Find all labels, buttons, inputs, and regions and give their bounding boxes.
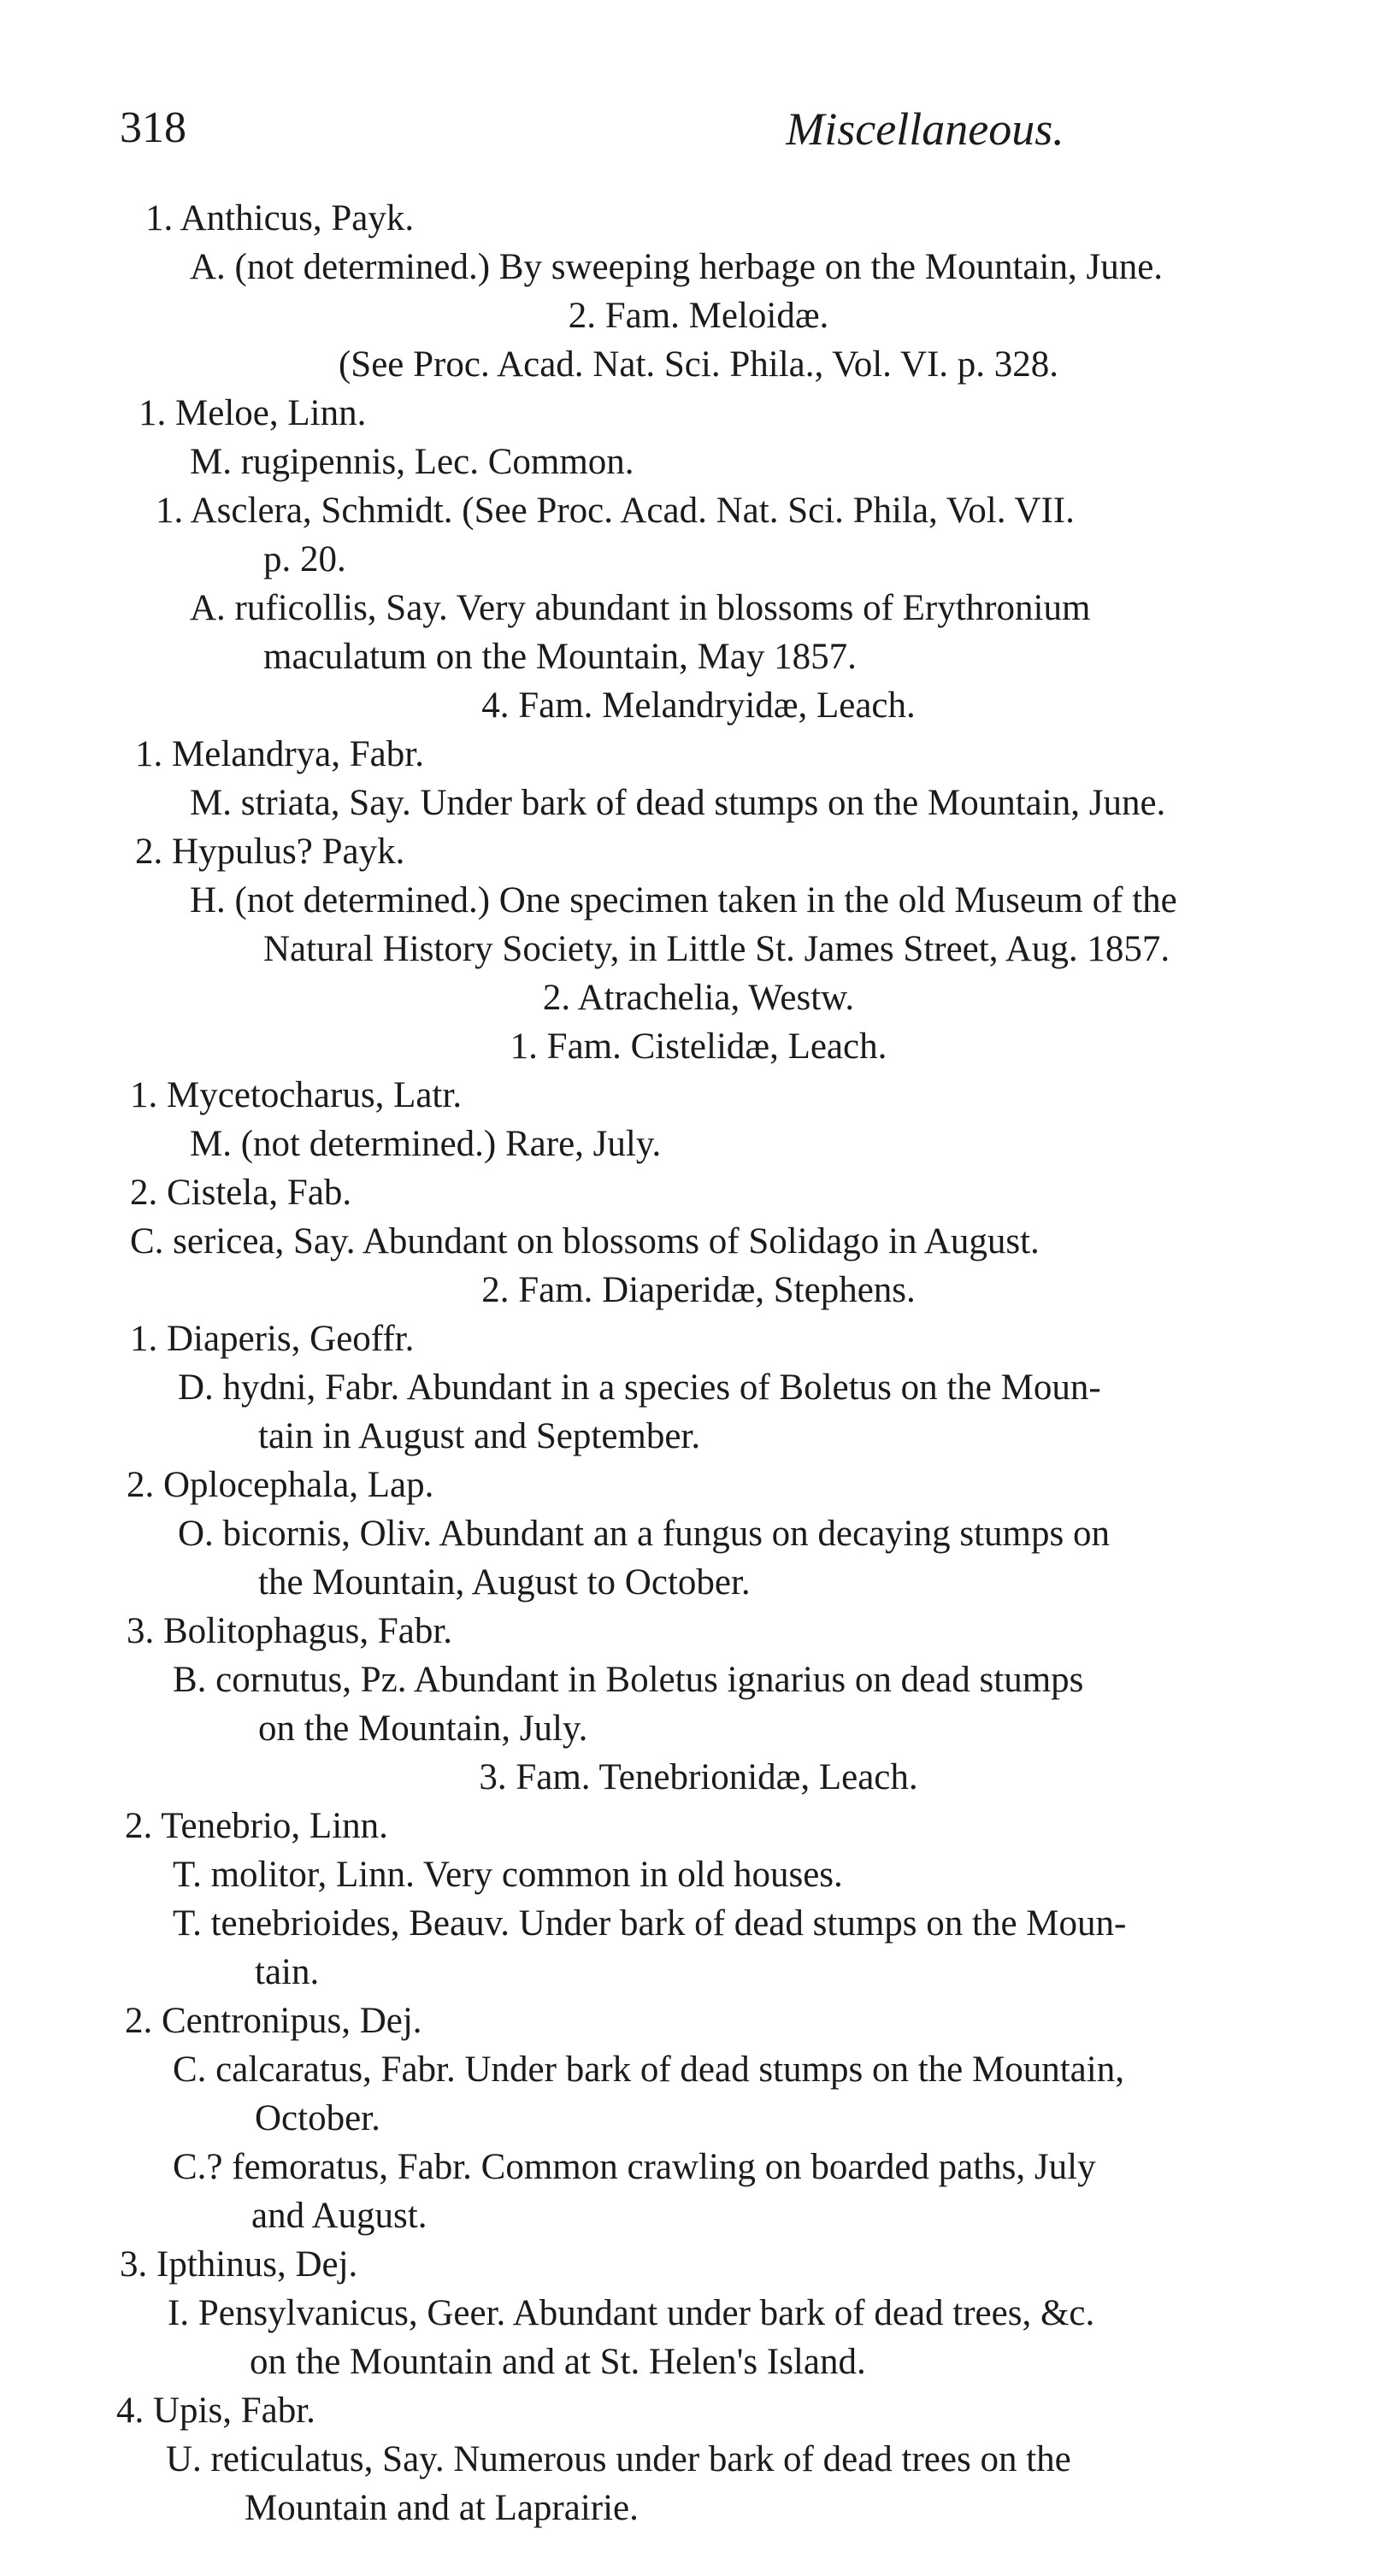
species-line: M. rugipennis, Lec. Common. — [190, 442, 634, 482]
genus-line: 2. Hypulus? Payk. — [135, 832, 405, 872]
continuation-line: the Mountain, August to October. — [258, 1562, 751, 1603]
species-line: U. reticulatus, Say. Numerous under bark of dead trees on the — [166, 2439, 1071, 2479]
species-line: C. sericea, Say. Abundant on blossoms of Solidago in August. — [130, 1221, 1040, 1262]
genus-line: 2. Tenebrio, Linn. — [125, 1806, 388, 1846]
family-heading: 2. Fam. Diaperidæ, Stephens. — [481, 1270, 916, 1310]
genus-line: 4. Upis, Fabr. — [116, 2391, 315, 2431]
species-line: M. (not determined.) Rare, July. — [190, 1124, 662, 1164]
species-line: C. calcaratus, Fabr. Under bark of dead stumps on the Mountain, — [173, 2050, 1124, 2090]
continuation-line: and August. — [251, 2196, 427, 2236]
genus-line: 1. Melandrya, Fabr. — [135, 734, 424, 774]
species-line: T. tenebrioides, Beauv. Under bark of dead stumps on the Moun- — [173, 1903, 1127, 1944]
reference-line: (See Proc. Acad. Nat. Sci. Phila., Vol. VI. p. 328. — [338, 344, 1059, 385]
genus-line: 1. Anthicus, Payk. — [145, 198, 415, 238]
species-line: H. (not determined.) One specimen taken in the old Museum of the — [190, 880, 1177, 920]
continuation-line: p. 20. — [263, 539, 346, 579]
continuation-line: on the Mountain, July. — [258, 1709, 588, 1749]
species-line: I. Pensylvanicus, Geer. Abundant under bark of dead trees, &c. — [168, 2293, 1095, 2333]
family-heading: 1. Fam. Cistelidæ, Leach. — [510, 1026, 887, 1067]
species-line: T. molitor, Linn. Very common in old houses. — [173, 1855, 843, 1895]
genus-line: 1. Asclera, Schmidt. (See Proc. Acad. Nat. Sci. Phila, Vol. VII. — [156, 491, 1075, 531]
species-line: B. cornutus, Pz. Abundant in Boletus ignarius on dead stumps — [173, 1660, 1084, 1700]
page-header — [120, 103, 1303, 162]
species-line: A. ruficollis, Say. Very abundant in blossoms of Erythronium — [190, 588, 1091, 628]
family-heading: 3. Fam. Tenebrionidæ, Leach. — [479, 1757, 918, 1797]
continuation-line: tain in August and September. — [258, 1416, 701, 1456]
species-line: A. (not determined.) By sweeping herbage on the Mountain, June. — [190, 247, 1164, 287]
continuation-line: on the Mountain and at St. Helen's Island. — [250, 2342, 866, 2382]
genus-line: 2. Cistela, Fab. — [130, 1173, 352, 1213]
genus-line: 3. Bolitophagus, Fabr. — [127, 1611, 453, 1651]
page-number: 318 — [120, 103, 186, 152]
species-line: D. hydni, Fabr. Abundant in a species of Boletus on the Moun- — [178, 1367, 1101, 1408]
subfamily-heading: 2. Atrachelia, Westw. — [542, 978, 855, 1018]
genus-line: 2. Oplocephala, Lap. — [127, 1465, 434, 1505]
continuation-line: Natural History Society, in Little St. James Street, Aug. 1857. — [263, 929, 1170, 969]
species-line: M. striata, Say. Under bark of dead stumps on the Mountain, June. — [190, 783, 1166, 823]
genus-line: 3. Ipthinus, Dej. — [120, 2244, 358, 2285]
continuation-line: Mountain and at Laprairie. — [245, 2488, 639, 2528]
genus-line: 1. Diaperis, Geoffr. — [130, 1319, 415, 1359]
genus-line: 1. Mycetocharus, Latr. — [130, 1075, 463, 1115]
continuation-line: tain. — [255, 1952, 320, 1992]
continuation-line: maculatum on the Mountain, May 1857. — [263, 637, 857, 677]
genus-line: 2. Centronipus, Dej. — [125, 2001, 422, 2041]
species-line: O. bicornis, Oliv. Abundant an a fungus on decaying stumps on — [178, 1514, 1110, 1554]
family-heading: 4. Fam. Melandryidæ, Leach. — [481, 685, 916, 726]
running-title: Miscellaneous. — [786, 103, 1064, 155]
species-line: C.? femoratus, Fabr. Common crawling on boarded paths, July — [173, 2147, 1096, 2187]
family-heading: 2. Fam. Meloidæ. — [568, 296, 829, 336]
continuation-line: October. — [255, 2098, 380, 2138]
genus-line: 1. Meloe, Linn. — [139, 393, 367, 433]
